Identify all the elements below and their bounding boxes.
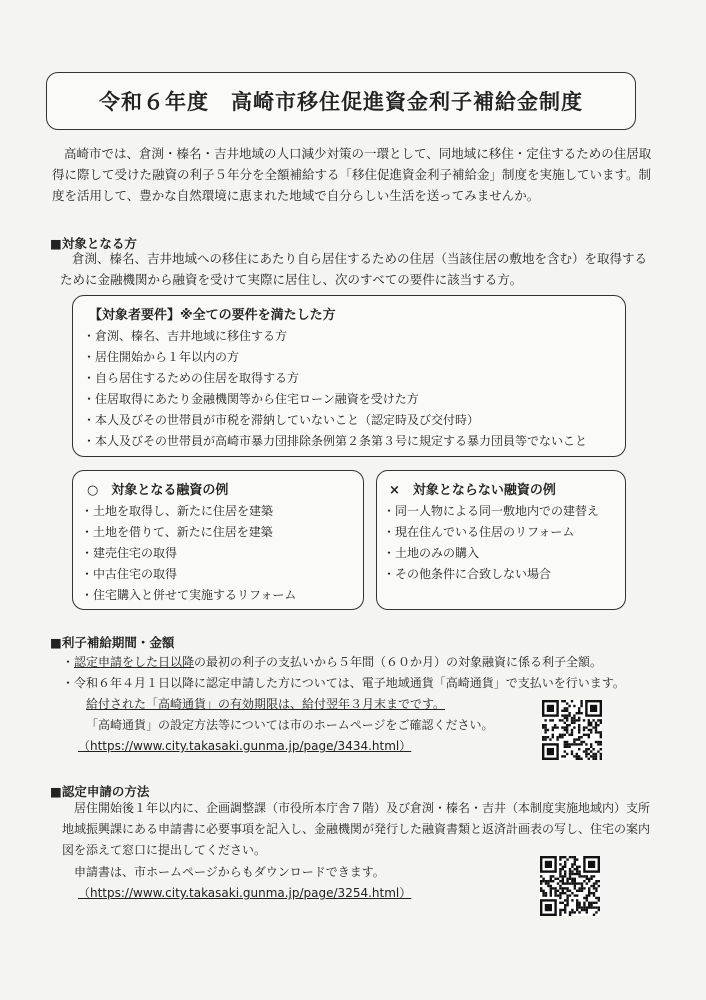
- period-line1: ・認定申請をした日以降の最初の利子の支払いから５年間（６０か月）の対象融資に係る利子全額。: [62, 655, 603, 669]
- apply-download: 申請書は、市ホームページからもダウンロードできます。: [74, 865, 385, 879]
- intro-paragraph: 高崎市では、倉渕・榛名・吉井地域の人口減少対策の一環として、同地域に移住・定住するための住居取得に際して受けた融資の利子５年分を全額補給する「移住促進資金利子補給金」制度を実施しています。制度を活用して、豊かな自然環境に恵まれた地域で自分らしい生活を送ってみませんか。: [52, 146, 652, 203]
- apply-text: 居住開始後１年以内に、企画調整課（市役所本庁舎７階）及び倉渕・榛名・吉井（本制度実施地域内）支所地域振興課にある申請書に必要事項を記入し、金融機関が発行した融資書類と返済計画表の写し、住宅の案内図を添えて窓口に提出してください。: [62, 801, 651, 857]
- eligible-box: [72, 470, 364, 610]
- list-item: ・ 建売住宅の取得: [81, 543, 296, 564]
- ineligible-box: [376, 470, 626, 610]
- list-item: ・ 倉渕、榛名、吉井地域に移住する方: [83, 326, 587, 347]
- ineligible-title: × 対象とならない融資の例: [389, 483, 556, 498]
- qr-code-icon[interactable]: [540, 856, 600, 916]
- list-item: ・ 住居取得にあたり金融機関等から住宅ローン融資を受けた方: [83, 389, 587, 410]
- eligible-title: ○ 対象となる融資の例: [87, 483, 229, 498]
- requirements-list: [83, 326, 587, 452]
- qr-code-icon[interactable]: [542, 700, 602, 760]
- list-item: ・ 土地を借りて、新たに住居を建築: [81, 522, 296, 543]
- title-box: [46, 72, 636, 130]
- requirements-box: [72, 295, 626, 457]
- list-item: ・ 本人及びその世帯員が市税を滞納していないこと（認定時及び交付時）: [83, 410, 587, 431]
- apply-url-link[interactable]: （https://www.city.takasaki.gunma.jp/page/3254.html）: [78, 886, 412, 900]
- eligible-list: [81, 501, 296, 606]
- ineligible-list: [383, 501, 599, 585]
- period-line2: ・令和６年４月１日以降に認定申請した方については、電子地域通貨「高崎通貨」で支払いを行います。: [62, 676, 625, 690]
- list-item: ・ 住宅購入と併せて実施するリフォーム: [81, 585, 296, 606]
- list-item: ・ 中古住宅の取得: [81, 564, 296, 585]
- list-item: ・ その他条件に合致しない場合: [383, 564, 599, 585]
- list-item: ・ 居住開始から１年以内の方: [83, 347, 587, 368]
- list-item: ・ 同一人物による同一敷地内での建替え: [383, 501, 599, 522]
- page-title: 令和６年度 高崎市移住促進資金利子補給金制度: [99, 90, 583, 114]
- list-item: ・ 現在住んでいる住居のリフォーム: [383, 522, 599, 543]
- period-heading: ■ 利子補給期間・金額: [50, 633, 174, 651]
- requirements-title: 【対象者要件】※全ての要件を満たした方: [89, 308, 336, 323]
- period-line4: 「高崎通貨」の設定方法等については市のホームページをご確認ください。: [86, 718, 494, 732]
- apply-heading: ■ 認定申請の方法: [50, 782, 149, 800]
- list-item: ・ 本人及びその世帯員が高崎市暴力団排除条例第２条第３号に規定する暴力団員等でないこと: [83, 431, 587, 452]
- period-url-link[interactable]: （https://www.city.takasaki.gunma.jp/page/3434.html）: [78, 739, 412, 753]
- list-item: ・ 土地を取得し、新たに住居を建築: [81, 501, 296, 522]
- list-item: ・ 土地のみの購入: [383, 543, 599, 564]
- target-text: 倉渕、榛名、吉井地域への移住にあたり自ら居住するための住居（当該住居の敷地を含む）を取得するために金融機関から融資を受けて実際に居住し、次のすべての要件に該当する方。: [60, 251, 648, 287]
- target-heading: ■ 対象となる方: [50, 234, 137, 252]
- period-line3: 給付された「高崎通貨」の有効期限は、給付翌年３月末までです。: [86, 697, 446, 711]
- list-item: ・ 自ら居住するための住居を取得する方: [83, 368, 587, 389]
